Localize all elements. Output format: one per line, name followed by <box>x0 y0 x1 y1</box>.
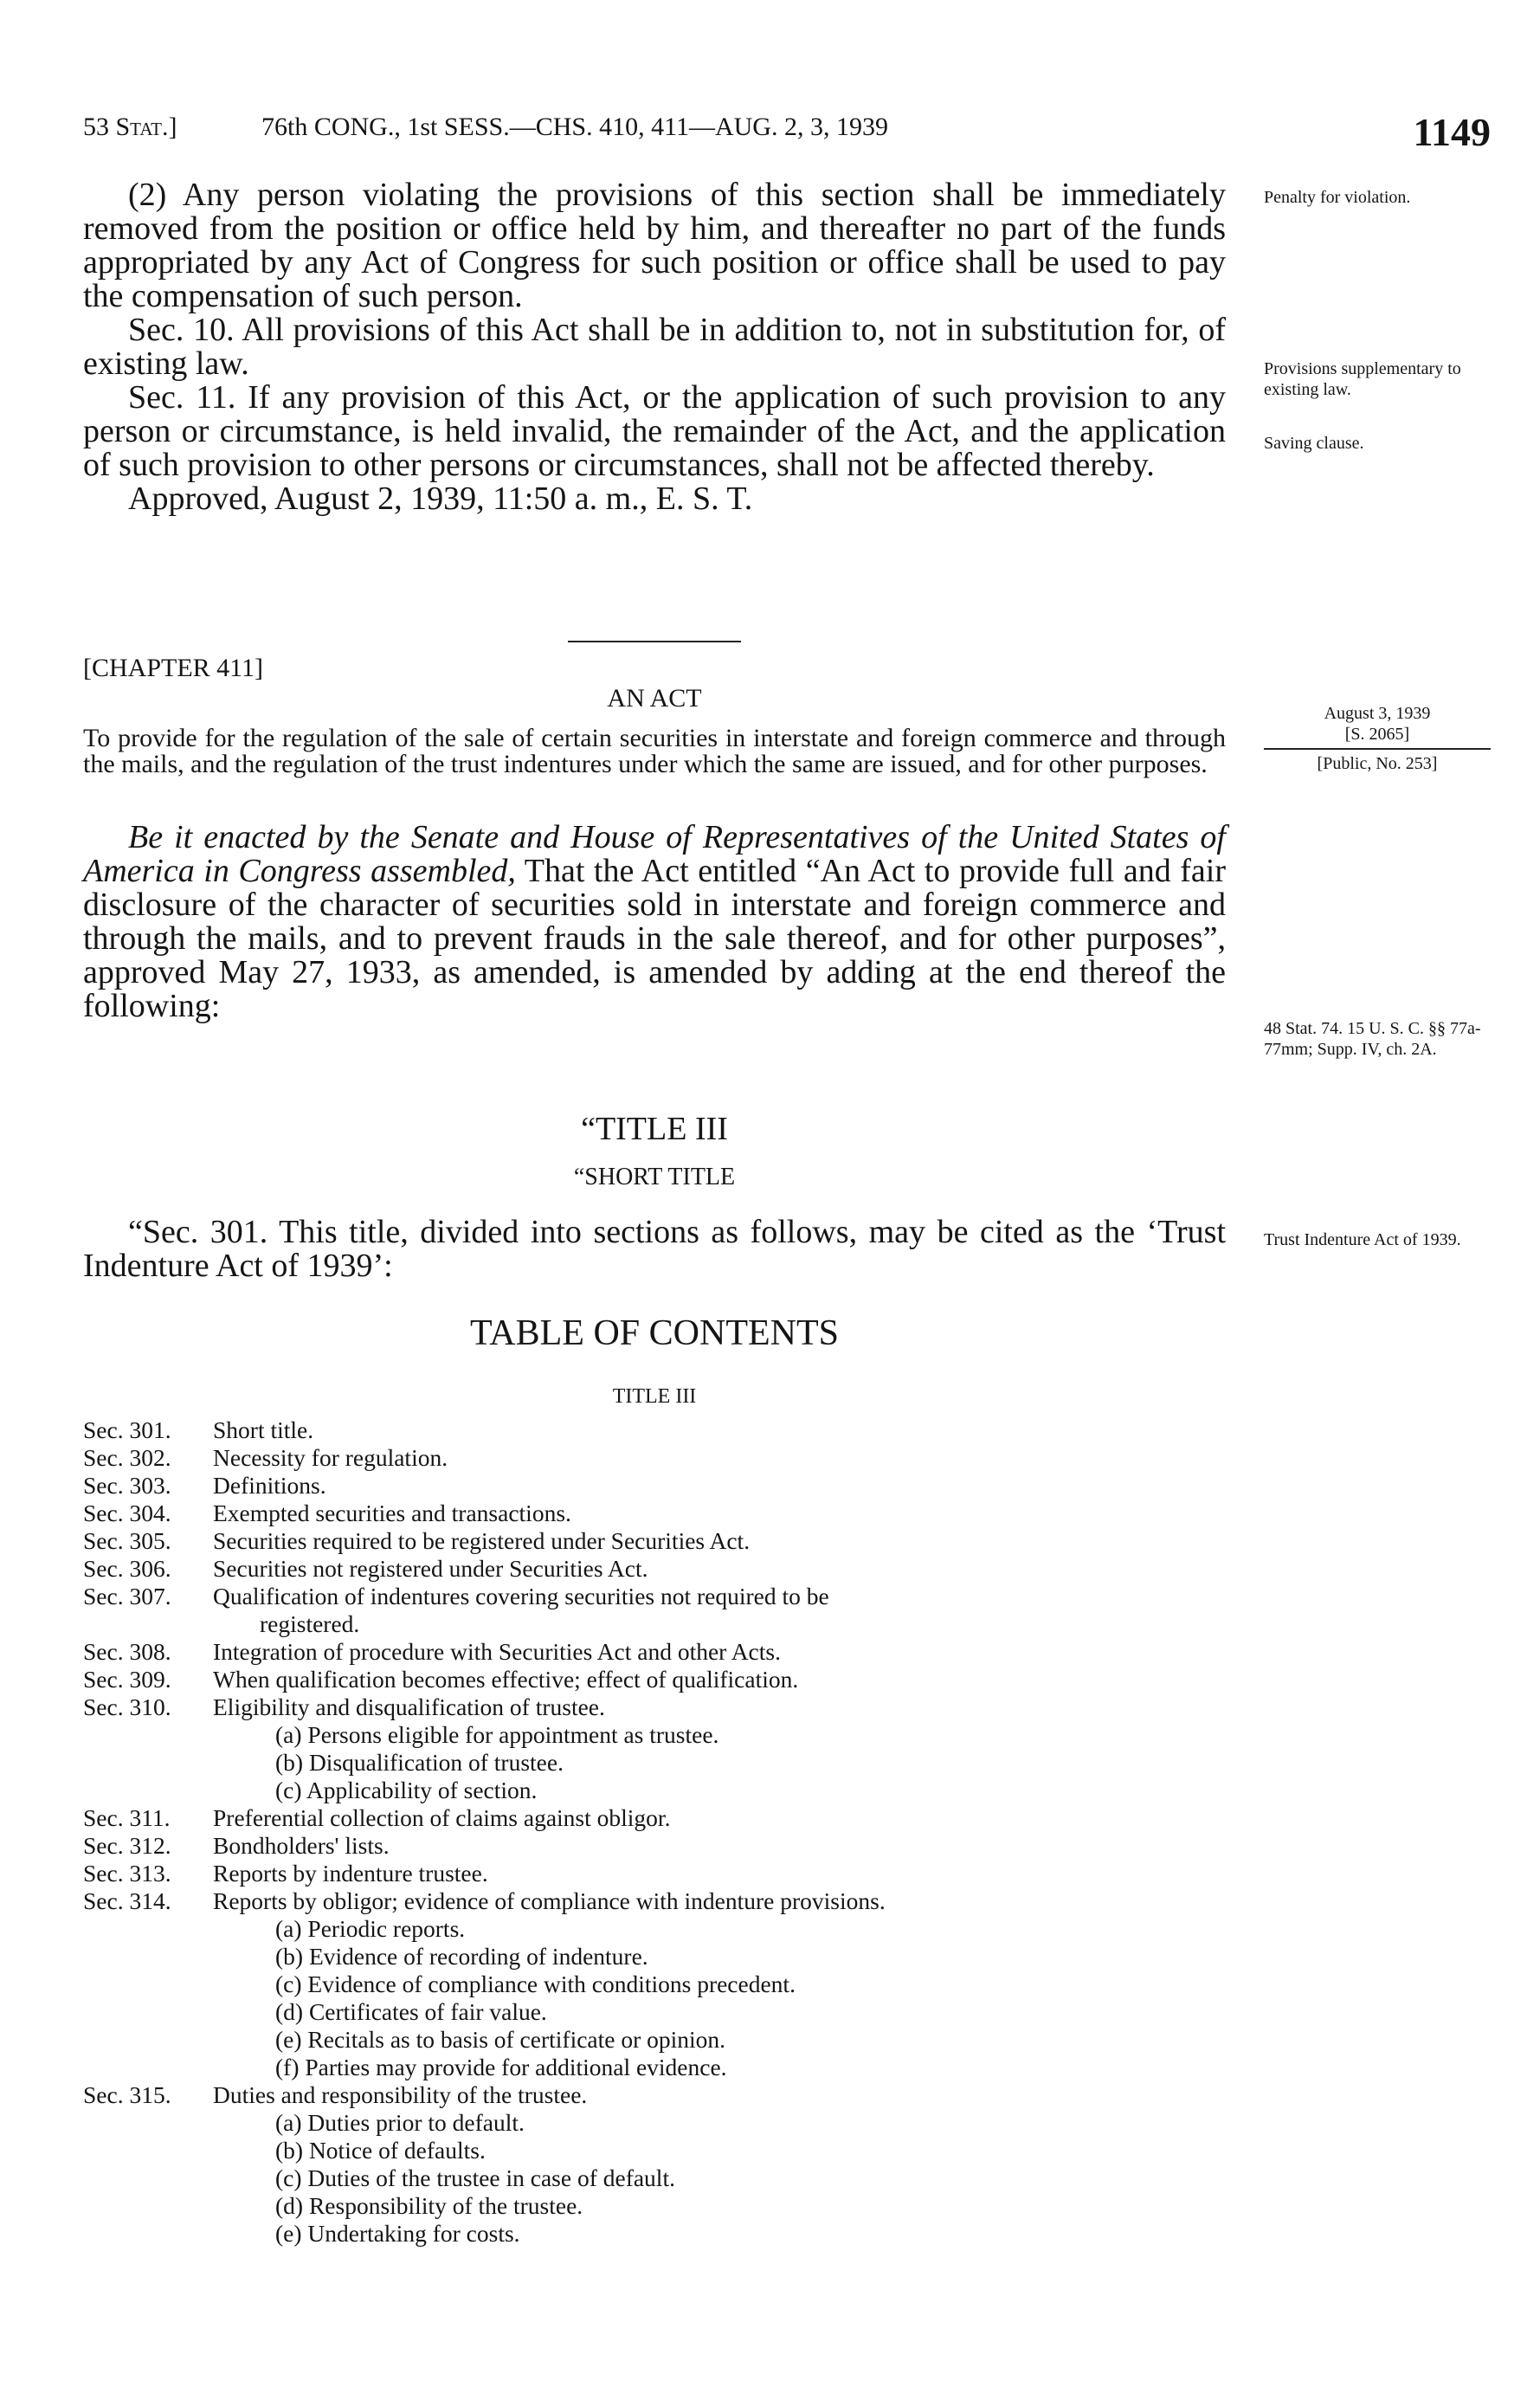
toc-section-title: (b) Disqualification of trustee. <box>275 1749 564 1776</box>
toc-entry <box>83 1749 1226 1777</box>
toc-section-title: (e) Undertaking for costs. <box>275 2220 520 2247</box>
toc-section-title: (c) Evidence of compliance with conditions precedent. <box>275 1971 796 1997</box>
toc-entry <box>83 1693 1226 1721</box>
toc-entry <box>83 1416 1226 1444</box>
paragraph-2: (2) Any person violating the provisions of this section shall be immediately removed from the position or office held by him, and thereafter no part of the funds appropriated by any Act of Congress for such position or office shall be used to pay the compensation of such person. <box>83 177 1226 314</box>
toc-entry <box>83 1583 1226 1610</box>
toc-entry <box>83 1472 1226 1500</box>
toc-section-title: Definitions. <box>213 1472 326 1499</box>
toc-section-number: Sec. 305. <box>83 1527 171 1554</box>
toc-entry <box>83 2054 1226 2081</box>
toc-entry <box>83 1444 1226 1472</box>
toc-section-title: (d) Responsibility of the trustee. <box>275 2192 583 2219</box>
approval-date: August 3, 1939 <box>1324 704 1431 723</box>
toc-section-title: Reports by obligor; evidence of compliance with indenture provisions. <box>213 1887 886 1914</box>
toc-section-number: Sec. 307. <box>83 1583 171 1609</box>
toc-section-number: Sec. 313. <box>83 1860 171 1887</box>
toc-entry <box>83 1610 1226 1638</box>
toc-section-number: Sec. 312. <box>83 1832 171 1859</box>
table-of-contents <box>83 1416 1226 2248</box>
toc-entry <box>83 1915 1226 1943</box>
title-iii-heading: “TITLE III <box>581 1111 728 1147</box>
section-301-intro <box>83 1216 1226 1283</box>
toc-entry <box>83 1721 1226 1749</box>
purpose-text: To provide for the regulation of the sale of certain securities in interstate and foreign commerce and through the mails, and the regulation of the trust indentures under which the same are issued, and for other purposes. <box>83 724 1226 778</box>
section-301-text: “Sec. 301. This title, divided into sections as follows, may be cited as the ‘Trust Indenture Act of 1939’: <box>83 1214 1226 1284</box>
toc-section-title: registered. <box>260 1610 360 1637</box>
toc-section-title: Necessity for regulation. <box>213 1444 448 1471</box>
toc-section-title: (e) Recitals as to basis of certificate or opinion. <box>275 2026 726 2053</box>
toc-section-title: Duties and responsibility of the trustee. <box>213 2081 588 2108</box>
toc-entry <box>83 1638 1226 1666</box>
running-header <box>83 109 1491 161</box>
page-number: 1149 <box>1413 110 1491 154</box>
short-title-heading: “SHORT TITLE <box>573 1164 736 1190</box>
toc-section-title: (a) Periodic reports. <box>275 1915 466 1942</box>
public-law-number: [Public, No. 253] <box>1317 754 1438 773</box>
act-purpose <box>83 726 1226 777</box>
toc-section-title: (c) Duties of the trustee in case of default. <box>275 2164 675 2191</box>
toc-section-title: (a) Duties prior to default. <box>275 2109 525 2136</box>
margin-note-citation: 48 Stat. 74. 15 U. S. C. §§ 77a-77mm; Supp. IV, ch. 2A. <box>1264 1019 1481 1059</box>
toc-section-number: Sec. 302. <box>83 1444 171 1471</box>
toc-entry <box>83 1666 1226 1693</box>
toc-section-title: Eligibility and disqualification of trustee. <box>213 1693 605 1720</box>
toc-title-subheading: TITLE III <box>612 1385 697 1408</box>
toc-entry <box>83 2137 1226 2164</box>
margin-note-penalty: Penalty for violation. <box>1264 188 1411 207</box>
chapter-410-end <box>83 178 1226 516</box>
enacting-text: That the Act entitled “An Act to provide full and fair disclosure of the character of securities sold in interstate and foreign commerce and through the mails, and to prevent frauds in the sale thereof, and for other purposes”, approved May 27, 1933, as amended, is amended by adding at the end thereof the following: <box>83 853 1227 1024</box>
chapter-label: [CHAPTER 411] <box>83 654 264 682</box>
toc-entry <box>83 2192 1226 2220</box>
toc-section-number: Sec. 309. <box>83 1666 171 1693</box>
enacting-clause <box>83 821 1226 1023</box>
toc-section-title: Integration of procedure with Securities Act and other Acts. <box>213 1638 781 1665</box>
an-act-heading: AN ACT <box>607 684 702 713</box>
toc-section-title: Preferential collection of claims against obligor. <box>213 1804 671 1831</box>
toc-entry <box>83 2109 1226 2137</box>
toc-section-number: Sec. 306. <box>83 1555 171 1582</box>
toc-entry <box>83 2220 1226 2248</box>
toc-entry <box>83 1887 1226 1915</box>
toc-entry <box>83 1527 1226 1555</box>
toc-entry <box>83 1804 1226 1832</box>
toc-section-title: Short title. <box>213 1416 314 1443</box>
toc-section-title: (b) Evidence of recording of indenture. <box>275 1943 648 1970</box>
toc-section-number: Sec. 310. <box>83 1693 171 1720</box>
toc-section-number: Sec. 311. <box>83 1804 171 1831</box>
toc-section-number: Sec. 304. <box>83 1500 171 1526</box>
toc-entry <box>83 1500 1226 1527</box>
toc-entry <box>83 2081 1226 2109</box>
toc-entry <box>83 1998 1226 2026</box>
toc-section-title: (d) Certificates of fair value. <box>275 1998 547 2025</box>
toc-section-title: (a) Persons eligible for appointment as trustee. <box>275 1721 719 1748</box>
toc-entry <box>83 1555 1226 1583</box>
margin-note-bill-info <box>1264 703 1491 774</box>
toc-section-number: Sec. 301. <box>83 1416 171 1443</box>
toc-section-title: Reports by indenture trustee. <box>213 1860 488 1887</box>
toc-entry <box>83 1832 1226 1860</box>
toc-entry <box>83 1971 1226 1998</box>
toc-section-title: Securities required to be registered under Securities Act. <box>213 1527 751 1554</box>
section-10: Sec. 10. All provisions of this Act shall be in addition to, not in substitution for, of existing law. <box>83 312 1226 382</box>
margin-rule <box>1264 748 1491 750</box>
toc-section-title: (c) Applicability of section. <box>275 1777 538 1803</box>
volume-reference: 53 Stat.] <box>83 113 177 141</box>
senate-bill-number: [S. 2065] <box>1344 725 1410 744</box>
toc-entry <box>83 1943 1226 1971</box>
toc-section-number: Sec. 303. <box>83 1472 171 1499</box>
toc-section-title: Exempted securities and transactions. <box>213 1500 571 1526</box>
toc-entry <box>83 1860 1226 1887</box>
toc-section-title: Bondholders' lists. <box>213 1832 390 1859</box>
toc-section-title: Qualification of indentures covering securities not required to be <box>213 1583 829 1609</box>
toc-section-number: Sec. 314. <box>83 1887 171 1914</box>
approval-line: Approved, August 2, 1939, 11:50 a. m., E. S. T. <box>128 481 753 517</box>
toc-section-title: (b) Notice of defaults. <box>275 2137 486 2164</box>
section-11: Sec. 11. If any provision of this Act, or the application of such provision to any person or circumstance, is held invalid, the remainder of the Act, and the application of such provision to other persons or circumstances, shall not be affected thereby. <box>83 379 1226 483</box>
toc-entry <box>83 2164 1226 2192</box>
session-reference: 76th CONG., 1st SESS.—CHS. 410, 411—AUG. 2, 3, 1939 <box>261 113 888 141</box>
toc-entry <box>83 2026 1226 2054</box>
enacting-formula: Be it enacted by the Senate and House of Representatives of the United States of America in Congress assembled, <box>83 819 1226 889</box>
margin-note-saving-clause: Saving clause. <box>1264 434 1364 453</box>
toc-section-title: (f) Parties may provide for additional evidence. <box>275 2054 727 2080</box>
toc-entry <box>83 1777 1226 1804</box>
toc-section-title: Securities not registered under Securities Act. <box>213 1555 648 1582</box>
margin-note-provisions: Provisions supplementary to existing law. <box>1264 359 1461 399</box>
margin-note-trust-indenture: Trust Indenture Act of 1939. <box>1264 1230 1461 1249</box>
toc-section-title: When qualification becomes effective; effect of qualification. <box>213 1666 799 1693</box>
table-of-contents-heading: TABLE OF CONTENTS <box>470 1313 839 1353</box>
separator-rule <box>568 641 741 642</box>
toc-section-number: Sec. 315. <box>83 2081 171 2108</box>
toc-section-number: Sec. 308. <box>83 1638 171 1665</box>
